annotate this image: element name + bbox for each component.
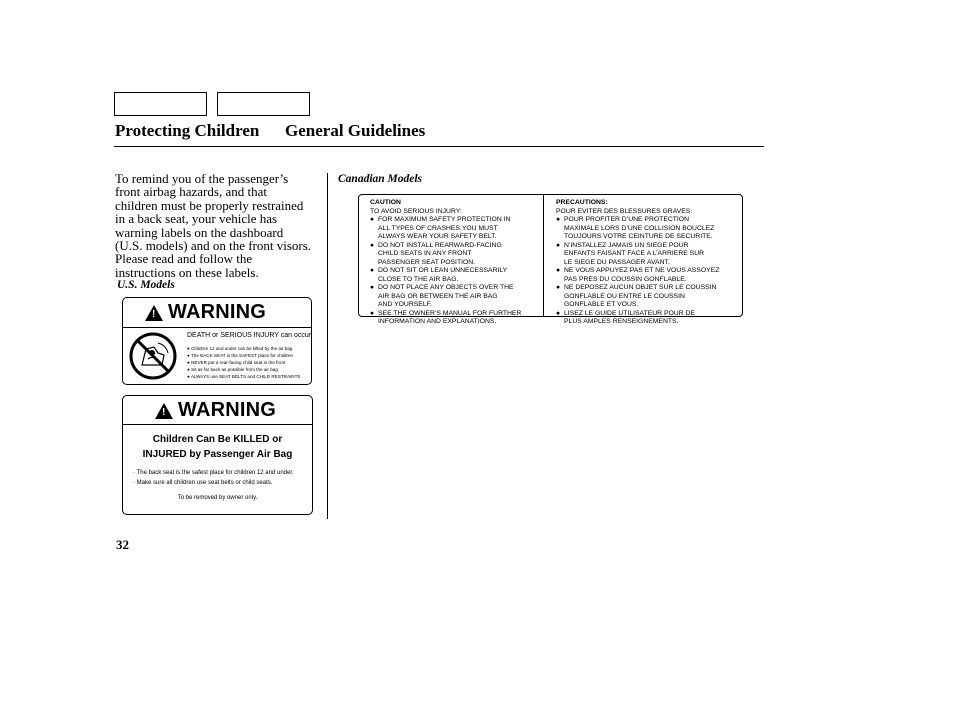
body-line: in a back seat, your vehicle has: [115, 211, 278, 227]
header-rule: [114, 146, 764, 147]
caution-item: ● DO NOT SIT OR LEAN UNNECESSARILY CLOSE TO THE AIR BAG.: [370, 267, 508, 283]
body-line: front airbag hazards, and that: [115, 184, 267, 200]
caption-canadian-models: Canadian Models: [338, 173, 423, 185]
header-tab-box-2: [217, 92, 310, 116]
warning-bullets: [133, 468, 294, 488]
canadian-warning-label: [358, 194, 743, 325]
caution-item: ● SEE THE OWNER’S MANUAL FOR FURTHER INFORMATION AND EXPLANATIONS.: [370, 309, 522, 325]
caution-item: ● FOR MAXIMUM SAFETY PROTECTION IN ALL TYPES OF CRASHES,YOU MUST ALWAYS WEAR YOUR SAFETY BELT.: [370, 216, 511, 240]
caution-item: ● DO NOT INSTALL REARWARD-FACING CHILD SEATS IN ANY FRONT PASSENGER SEAT POSITION.: [370, 241, 502, 266]
no-rear-facing-child-seat-icon: [128, 331, 178, 381]
precautions-subheading: POUR EVITER DES BLESSURES GRAVES:: [556, 207, 693, 215]
warning-triangle-icon: !: [145, 305, 163, 321]
warning-title: [145, 301, 266, 324]
label-divider: [123, 327, 311, 328]
precautions-item: ● LISEZ LE GUIDE UTILISATEUR POUR DE PLUS AMPLES RENSEIGNEMENTS.: [556, 309, 695, 325]
warning-message: DEATH or SERIOUS INJURY can occur: [187, 332, 312, 339]
us-warning-label-1: [122, 297, 312, 385]
body-line: instructions on these labels.: [115, 264, 259, 280]
main-line: Children Can Be KILLED or: [152, 434, 283, 445]
bullet-item: ● Children 12 and under can be killed by the air bag: [187, 346, 293, 351]
page-number: 32: [116, 537, 129, 552]
precautions-item: ● POUR PROFITER D’UNE PROTECTION MAXIMALE LORS D’UNE COLLISION BOUCLEZ TOUJOURS VOTRE CEINTURE DE SECURITE.: [556, 216, 715, 240]
bullet-item: ● The BACK SEAT is the SAFEST place for children: [187, 353, 294, 358]
label-footer: To be removed by owner only.: [177, 495, 258, 501]
caption-us-models: U.S. Models: [117, 279, 175, 291]
precautions-item: ● NE DEPOSEZ AUCUN OBJET SUR LE COUSSIN GONFLABLE OU ENTRE LE COUSSIN GONFLABLE ET VOUS.: [556, 284, 717, 308]
us-warning-label-2: [122, 395, 313, 515]
main-line: INJURED by Passenger Air Bag: [142, 449, 293, 460]
bullet-item: ● Sit as far back as possible from the air bag: [187, 367, 278, 372]
precautions-item: ● NE VOUS APPUYEZ PAS ET NE VOUS ASSOYEZ PAS PRES DU COUSSIN GONFLABLE.: [556, 267, 720, 283]
warning-word: WARNING: [178, 399, 277, 421]
bullet-item: ● NEVER put a rear-facing child seat in the front: [187, 360, 286, 365]
page-title: General Guidelines: [285, 121, 426, 140]
header-tab-box-1: [114, 92, 207, 116]
body-paragraph: [115, 172, 327, 279]
body-line: (U.S. models) and on the front visors.: [115, 238, 312, 254]
body-line: Please read and follow the: [115, 251, 253, 267]
bullet-item: ● ALWAYS use SEAT BELTS and CHILD RESTRAINTS: [187, 374, 301, 379]
french-column: [556, 199, 719, 327]
bullet-item: · Make sure all children use seat belts or child seats.: [133, 480, 273, 486]
warning-title: [155, 399, 276, 422]
english-column: [370, 199, 521, 327]
body-line: To remind you of the passenger’s: [115, 171, 289, 186]
warning-bullets: [187, 345, 301, 380]
warning-main-text: [123, 432, 312, 462]
caution-heading: CAUTION: [370, 199, 401, 206]
warning-triangle-icon: !: [155, 403, 173, 419]
label-divider: [123, 424, 312, 425]
caution-subheading: TO AVOID SERIOUS INJURY:: [370, 207, 462, 215]
column-divider: [327, 173, 328, 519]
caution-item: ● DO NOT PLACE ANY OBJECTS OVER THE AIR BAG OR BETWEEN THE AIR BAG AND YOURSELF.: [370, 284, 514, 308]
warning-word: WARNING: [168, 301, 267, 323]
label-column-divider: [543, 195, 544, 316]
precautions-heading: PRECAUTIONS:: [556, 199, 608, 206]
section-title: Protecting Children: [115, 121, 260, 140]
bullet-item: · The back seat is the safest place for children 12 and under.: [133, 470, 294, 476]
precautions-item: ● N’INSTALLEZ JAMAIS UN SIEGE POUR ENFANTS FAISANT FACE A L’ARRIERE SUR LE SIEGE DU PASSAGER AVANT.: [556, 241, 705, 266]
body-line: children must be properly restrained: [115, 197, 304, 213]
body-line: warning labels on the dashboard: [115, 224, 284, 240]
